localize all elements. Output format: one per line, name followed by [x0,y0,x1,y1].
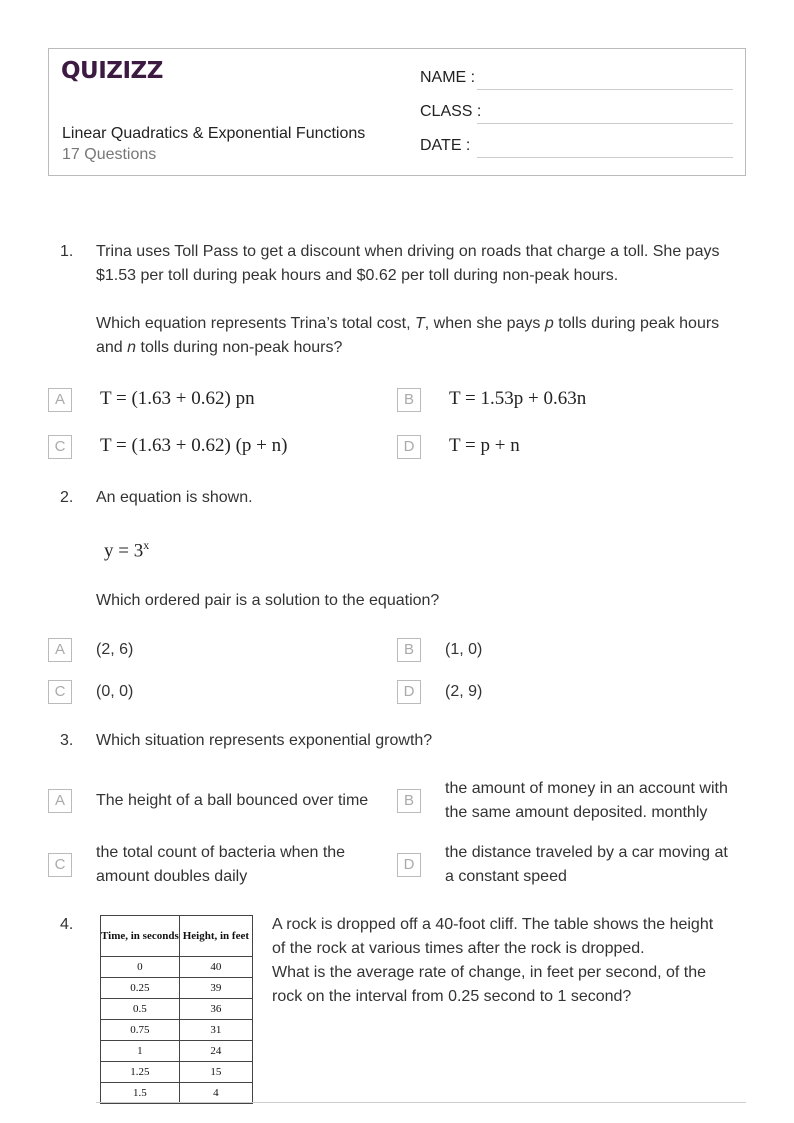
question-count: 17 Questions [62,146,157,163]
class-field[interactable] [477,123,733,124]
equation-base: y = 3 [104,540,144,562]
option-d-box[interactable]: D [397,853,421,877]
question-line [96,312,719,336]
quizizz-logo: QUIZIZZ [61,58,163,84]
option-line: the amount of money in an account with [445,780,728,797]
option-line: the distance traveled by a car moving at [445,844,728,861]
question-number: 4. [60,916,74,933]
cell: 40 [179,957,252,978]
question-line: What is the average rate of change, in feet per second, of the [272,964,707,981]
option-c-text: T = (1.63 + 0.62) (p + n) [100,435,288,456]
question-line: Trina uses Toll Pass to get a discount when driving on roads that charge a toll. She pays [96,243,720,260]
table-row [101,1020,253,1041]
question-text: Which ordered pair is a solution to the equation? [96,592,440,609]
text: and [96,339,128,356]
cell: 4 [179,1083,252,1104]
question-number: 2. [60,489,74,506]
option-b-box[interactable]: B [397,388,421,412]
option-c-box[interactable]: C [48,435,72,459]
cell: 1 [101,1041,180,1062]
class-label: CLASS : [420,103,482,120]
equation [104,538,149,562]
question-line: rock on the interval from 0.25 second to 1 second? [272,988,632,1005]
option-a-box[interactable]: A [48,638,72,662]
table-row [101,957,253,978]
question-text: Which situation represents exponential growth? [96,732,433,749]
option-c-box[interactable]: C [48,680,72,704]
text: tolls during peak hours [553,315,720,332]
cell: 0.25 [101,978,180,999]
question-line: of the rock at various times after the rock is dropped. [272,940,645,957]
question-text [96,240,719,360]
question-line: $1.53 per toll during peak hours and $0.62 per toll during non-peak hours. [96,267,619,284]
var: T [414,315,425,332]
divider [96,1102,746,1103]
worksheet-title: Linear Quadratics & Exponential Functions [62,125,366,142]
option-line: a constant speed [445,868,567,885]
var: n [127,339,137,356]
cell: 31 [179,1020,252,1041]
option-d-text: (2, 9) [445,683,483,700]
option-a-box[interactable]: A [48,789,72,813]
question-line [96,336,719,360]
option-line: amount doubles daily [96,868,248,885]
table-header: Time, in seconds [101,916,180,957]
option-b-text: T = 1.53p + 0.63n [449,388,587,409]
cell: 24 [179,1041,252,1062]
question-number: 3. [60,732,74,749]
cell: 0 [101,957,180,978]
option-a-text: T = (1.63 + 0.62) pn [100,388,255,409]
name-label: NAME : [420,69,476,86]
date-label: DATE : [420,137,471,154]
question-text: An equation is shown. [96,489,253,506]
cell: 15 [179,1062,252,1083]
text: , when she pays [424,315,545,332]
cell: 1.25 [101,1062,180,1083]
option-b-box[interactable]: B [397,789,421,813]
data-table-wrap [100,915,253,1104]
option-b-text: (1, 0) [445,641,483,658]
cell: 39 [179,978,252,999]
table-header: Height, in feet [179,916,252,957]
question-line: A rock is dropped off a 40-foot cliff. The table shows the height [272,916,714,933]
table-row [101,999,253,1020]
cell: 0.75 [101,1020,180,1041]
option-d-box[interactable]: D [397,680,421,704]
cell: 1.5 [101,1083,180,1104]
time-height-table [100,915,253,1104]
name-field[interactable] [477,89,733,90]
option-d-text: T = p + n [449,435,520,456]
option-c-text [96,841,345,889]
date-field[interactable] [477,157,733,158]
option-c-text: (0, 0) [96,683,134,700]
text: tolls during non-peak hours? [136,339,343,356]
option-d-box[interactable]: D [397,435,421,459]
table-row [101,1062,253,1083]
option-a-box[interactable]: A [48,388,72,412]
table-row [101,1083,253,1104]
table-row [101,978,253,999]
option-c-box[interactable]: C [48,853,72,877]
option-line: the same amount deposited. monthly [445,804,708,821]
cell: 0.5 [101,999,180,1020]
equation-exponent: x [143,538,150,552]
option-b-box[interactable]: B [397,638,421,662]
option-a-text: The height of a ball bounced over time [96,792,369,809]
option-b-text [445,777,728,825]
var: p [544,315,554,332]
text: Which equation represents Trina’s total cost, [96,315,415,332]
table-row [101,1041,253,1062]
cell: 36 [179,999,252,1020]
option-d-text [445,841,728,889]
option-line: the total count of bacteria when the [96,844,346,861]
question-number: 1. [60,243,74,260]
question-text [272,913,713,1009]
option-a-text: (2, 6) [96,641,134,658]
